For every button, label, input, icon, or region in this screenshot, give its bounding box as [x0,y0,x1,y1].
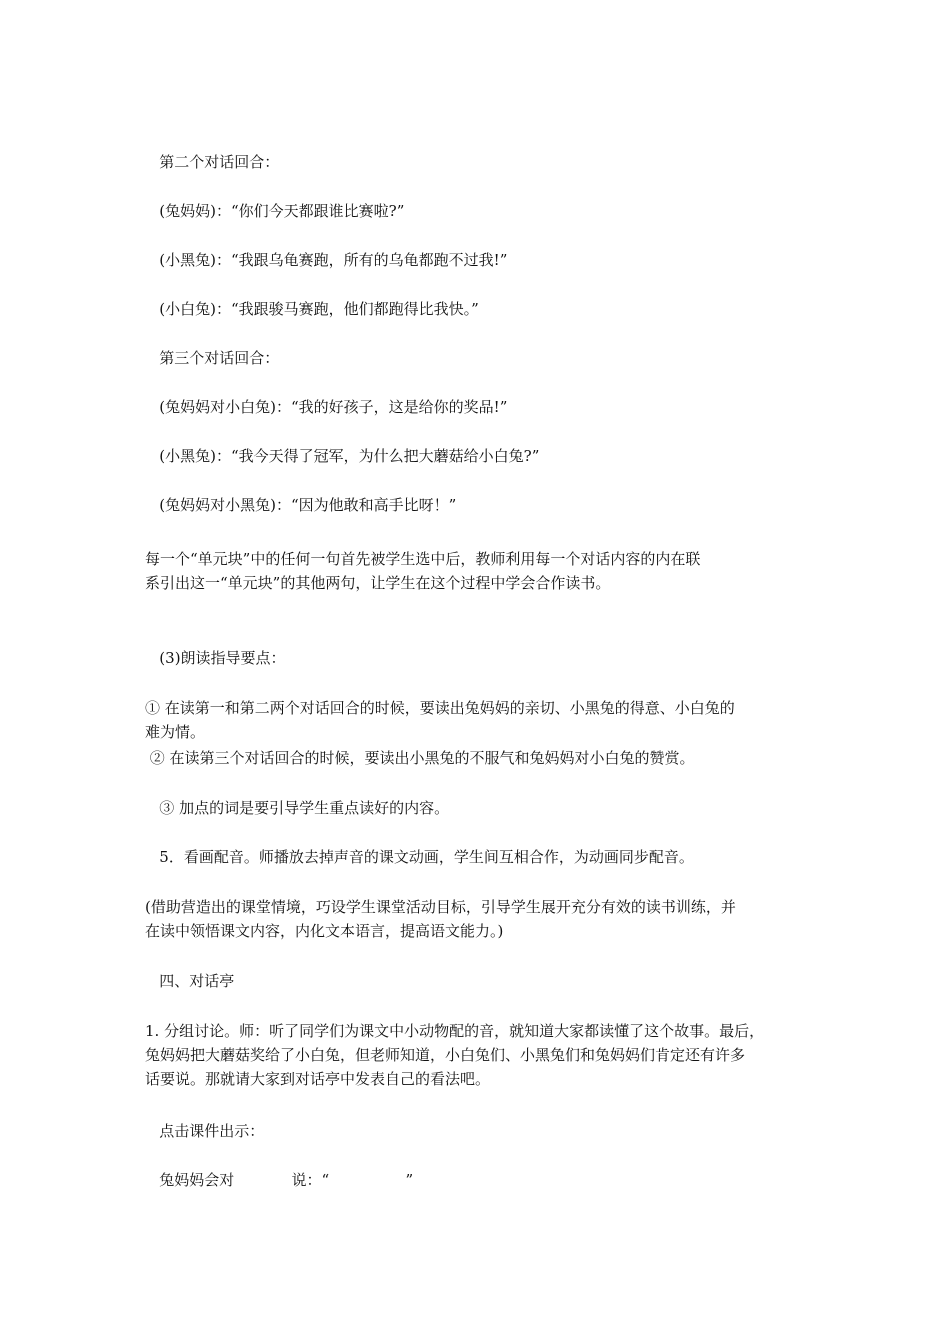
paragraph-line: ① 在读第一和第二两个对话回合的时候，要读出兔妈妈的亲切、小黑兔的得意、小白兔的 [145,699,735,717]
paragraph-line: 每一个“单元块”中的任何一句首先被学生选中后，教师利用每一个对话内容的内在联 [145,550,701,568]
paragraph-line: 1. 分组讨论。师：听了同学们为课文中小动物配的音，就知道大家都读懂了这个故事。最后， [145,1022,765,1040]
reading-guide-heading: (3)朗读指导要点： [145,649,286,667]
reading-point-2: ② 在读第三个对话回合的时候，要读出小黑兔的不服气和兔妈妈对小白兔的赞赏。 [145,749,695,767]
dialogue-line: (兔妈妈对小白兔)：“我的好孩子，这是给你的奖品!” [145,398,508,416]
dialogue-round-3-heading: 第三个对话回合： [145,349,280,367]
dialogue-line: (小黑兔)：“我今天得了冠军，为什么把大蘑菇给小白兔?” [145,447,540,465]
section-4-heading: 四、对话亭 [145,972,235,990]
paragraph-line: 在读中领悟课文内容，内化文本语言，提高语文能力。) [145,922,504,940]
dialogue-line: (小白兔)：“我跟骏马赛跑，他们都跑得比我快。” [145,300,479,318]
paragraph-line: 兔妈妈把大蘑菇奖给了小白兔，但老师知道，小白兔们、小黑兔们和兔妈妈们肯定还有许多 [145,1046,746,1064]
dialogue-line: (兔妈妈)：“你们今天都跟谁比赛啦?” [145,202,405,220]
courseware-prompt: 点击课件出示： [145,1122,265,1140]
dialogue-line: (小黑兔)：“我跟乌龟赛跑，所有的乌龟都跑不过我!” [145,251,508,269]
step-5: 5．看画配音。师播放去掉声音的课文动画，学生间互相合作，为动画同步配音。 [145,848,694,866]
reading-point-3: ③ 加点的词是要引导学生重点读好的内容。 [145,799,450,817]
dialogue-round-2-heading: 第二个对话回合： [145,153,280,171]
paragraph-line: (借助营造出的课堂情境，巧设学生课堂活动目标，引导学生展开充分有效的读书训练，并 [145,898,736,916]
classroom-note-paragraph [145,895,805,943]
paragraph-line: 系引出这一“单元块”的其他两句，让学生在这个过程中学会合作读书。 [145,574,611,592]
reading-point-1 [145,696,805,744]
paragraph-line: 难为情。 [145,723,206,741]
unit-block-paragraph [145,547,805,595]
fill-in-line: 兔妈妈会对 说：“ ” [145,1171,414,1189]
paragraph-line: 话要说。那就请大家到对话亭中发表自己的看法吧。 [145,1070,491,1088]
group-discussion-paragraph [145,1019,805,1091]
dialogue-line: (兔妈妈对小黑兔)：“因为他敢和高手比呀！” [145,496,457,514]
